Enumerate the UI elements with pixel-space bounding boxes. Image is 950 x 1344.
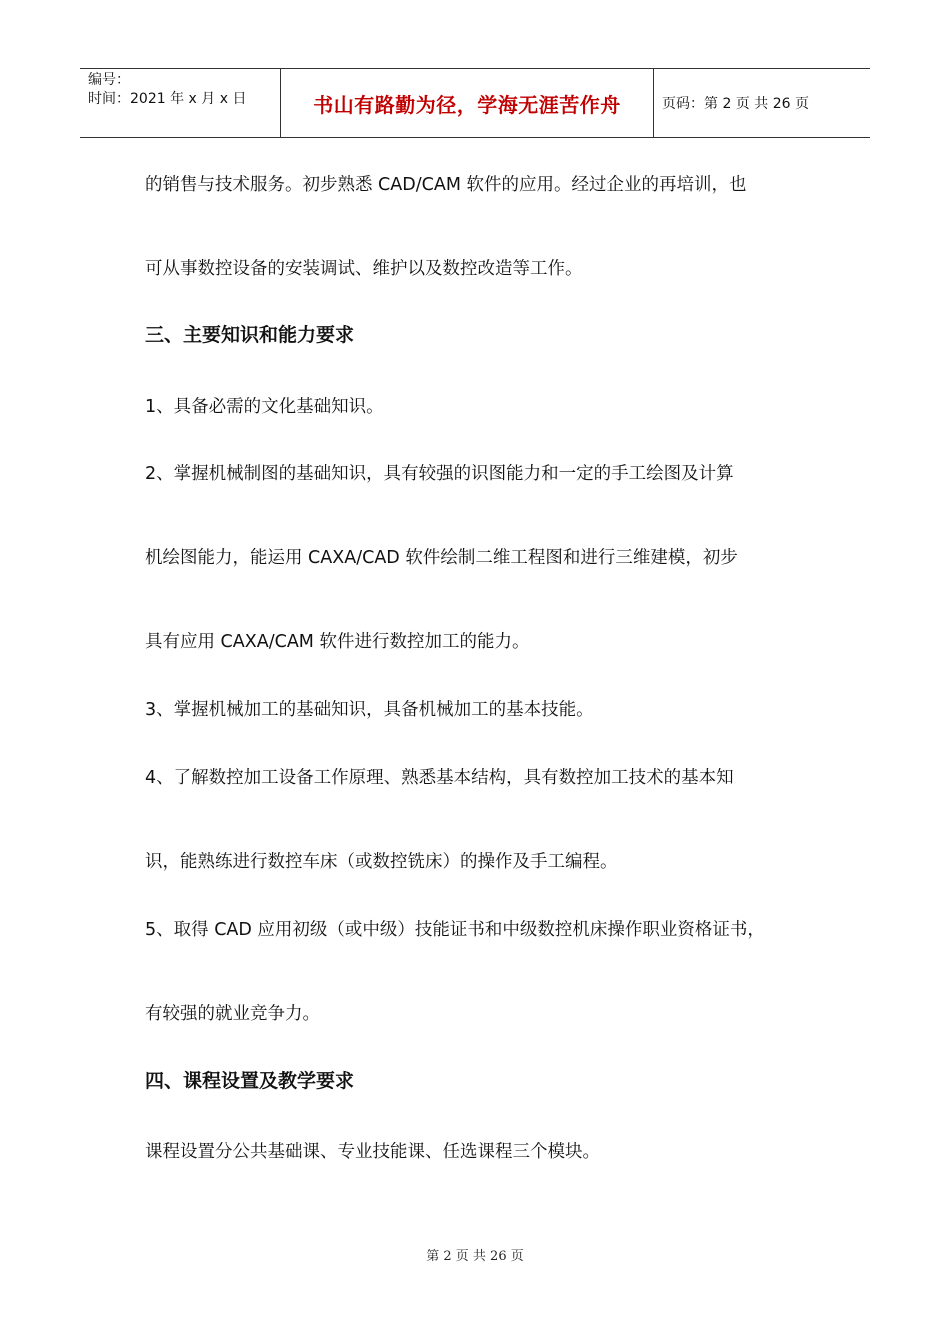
body-paragraph-line: 的销售与技术服务。初步熟悉 CAD/CAM 软件的应用。经过企业的再培训，也 [145, 175, 747, 195]
list-item: 5、取得 CAD 应用初级（或中级）技能证书和中级数控机床操作职业资格证书， [145, 920, 765, 940]
list-item-continuation: 机绘图能力，能运用 CAXA/CAD 软件绘制二维工程图和进行三维建模，初步 [145, 548, 738, 568]
list-item: 2、掌握机械制图的基础知识，具有较强的识图能力和一定的手工绘图及计算 [145, 464, 734, 484]
list-item-continuation: 具有应用 CAXA/CAM 软件进行数控加工的能力。 [145, 632, 530, 652]
section-heading: 四、课程设置及教学要求 [145, 1070, 355, 1092]
list-item: 1、具备必需的文化基础知识。 [145, 397, 384, 417]
page-footer: 第 2 页 共 26 页 [426, 1249, 524, 1264]
section-heading: 三、主要知识和能力要求 [145, 324, 355, 346]
motto-text: 书山有路勤为径，学海无涯苦作舟 [313, 92, 621, 117]
document-number-label: 编号： [88, 72, 130, 88]
list-item-continuation: 识，能熟练进行数控车床（或数控铣床）的操作及手工编程。 [145, 852, 618, 872]
document-date-label: 时间：2021 年 x 月 x 日 [88, 91, 247, 107]
list-item: 3、掌握机械加工的基础知识，具备机械加工的基本技能。 [145, 700, 594, 720]
body-paragraph-line: 课程设置分公共基础课、专业技能课、任选课程三个模块。 [145, 1142, 600, 1162]
list-item-continuation: 有较强的就业竞争力。 [145, 1004, 320, 1024]
list-item: 4、了解数控加工设备工作原理、熟悉基本结构，具有数控加工技术的基本知 [145, 768, 734, 788]
header-meta-cell [80, 69, 281, 137]
header-page-cell [654, 69, 870, 137]
body-paragraph-line: 可从事数控设备的安装调试、维护以及数控改造等工作。 [145, 259, 583, 279]
header-table [80, 68, 870, 138]
header-page-info: 页码：第 2 页 共 26 页 [662, 96, 809, 112]
header-motto-cell [281, 69, 654, 137]
